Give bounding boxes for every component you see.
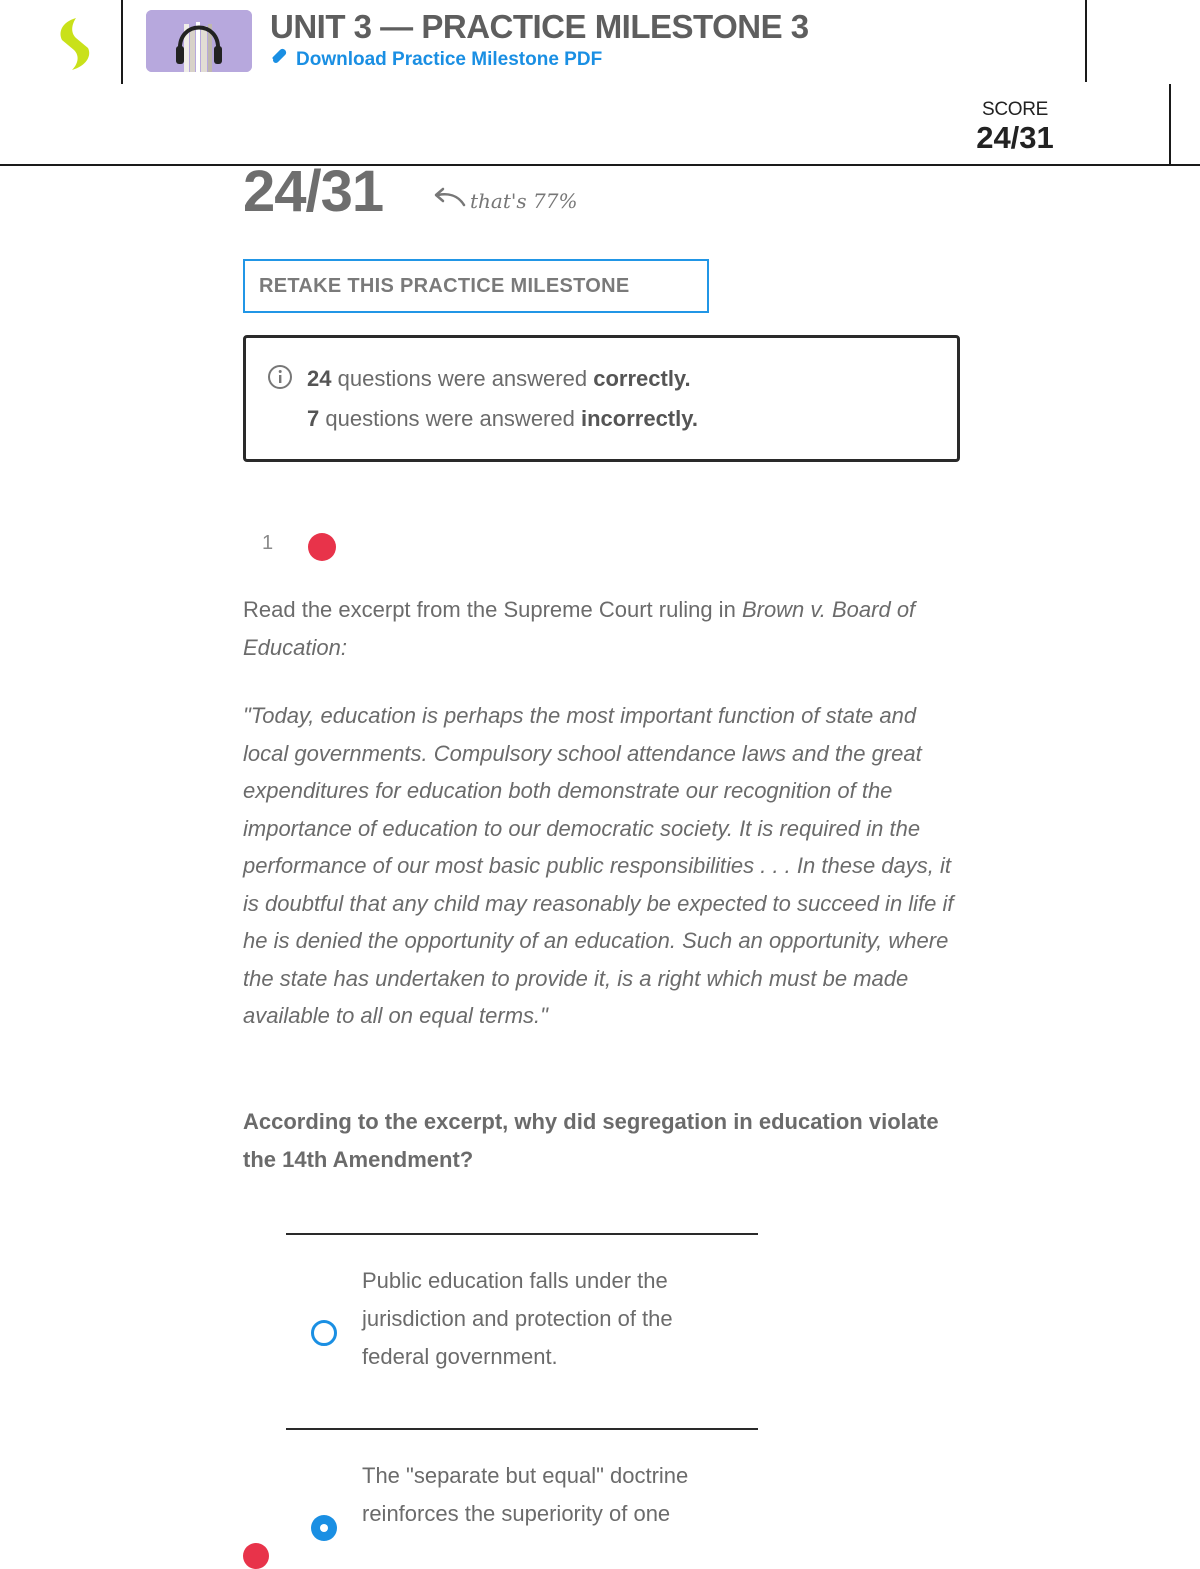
incorrect-text: questions were answered [325,406,575,431]
correct-text: questions were answered [337,366,588,391]
download-pdf-label: Download Practice Milestone PDF [296,49,603,70]
answer-text-2[interactable]: The "separate but equal" doctrine reinforces the superiority of one [362,1463,689,1526]
header-divider-left [121,0,123,84]
score-label: SCORE [981,99,1049,120]
answer-radio-2-selected[interactable] [311,1515,337,1541]
incorrect-count: 7 [307,406,320,431]
answer-separator [286,1233,758,1235]
case-name: Brown v. Board of Education [243,597,916,660]
answer-separator [286,1428,758,1430]
curved-arrow-left-icon [432,187,466,214]
question-prompt: According to the excerpt, why did segregation in education violate the 14th Amendment? [243,1109,939,1172]
correct-summary [307,366,691,392]
question-intro-end: : [340,634,347,660]
page-title: UNIT 3 — PRACTICE MILESTONE 3 [270,8,809,45]
score-value: 24/31 [976,120,1054,155]
paperclip-icon [270,48,288,72]
correct-word: correctly. [593,366,691,391]
incorrect-status-dot [308,533,336,561]
percent-note [432,187,577,214]
question-intro [243,591,963,666]
retake-button[interactable]: RETAKE THIS PRACTICE MILESTONE [243,259,709,313]
header-bottom-border [0,164,1200,166]
question-number: 1 [262,532,274,554]
wrong-answer-marker [243,1543,269,1569]
incorrect-summary [307,406,698,432]
percent-note-text: that's 77% [470,188,578,213]
incorrect-word: incorrectly. [580,406,698,431]
header-divider-right [1085,0,1087,82]
question-intro-text: Read the excerpt from the Supreme Court ruling in [243,597,736,622]
correct-count: 24 [307,366,332,391]
score-divider-right [1169,84,1171,164]
question-quote: "Today, education is perhaps the most important function of state and local governments. Compulsory school attendance laws and the great expenditures for education both demonstrate our recognition of the importance of education to our democratic society. It is required in the performance of our most basic public responsibilities . . . In these days, it is doubtful that any child may reasonably be expected to succeed in life if he is denied the opportunity of an education. Such an opportunity, where the state has undertaken to provide it, is a right which must be made available to all on equal terms." [243,703,954,1028]
milestone-thumbnail [146,10,252,72]
results-summary-box [243,335,960,462]
sophia-logo-icon[interactable] [52,16,100,72]
answer-text-1[interactable]: Public education falls under the jurisdiction and protection of the federal government. [362,1268,673,1369]
download-pdf-link[interactable] [270,48,602,72]
info-circle-icon [267,364,293,390]
big-score: 24/31 [243,159,384,224]
answer-radio-1[interactable] [311,1320,337,1346]
